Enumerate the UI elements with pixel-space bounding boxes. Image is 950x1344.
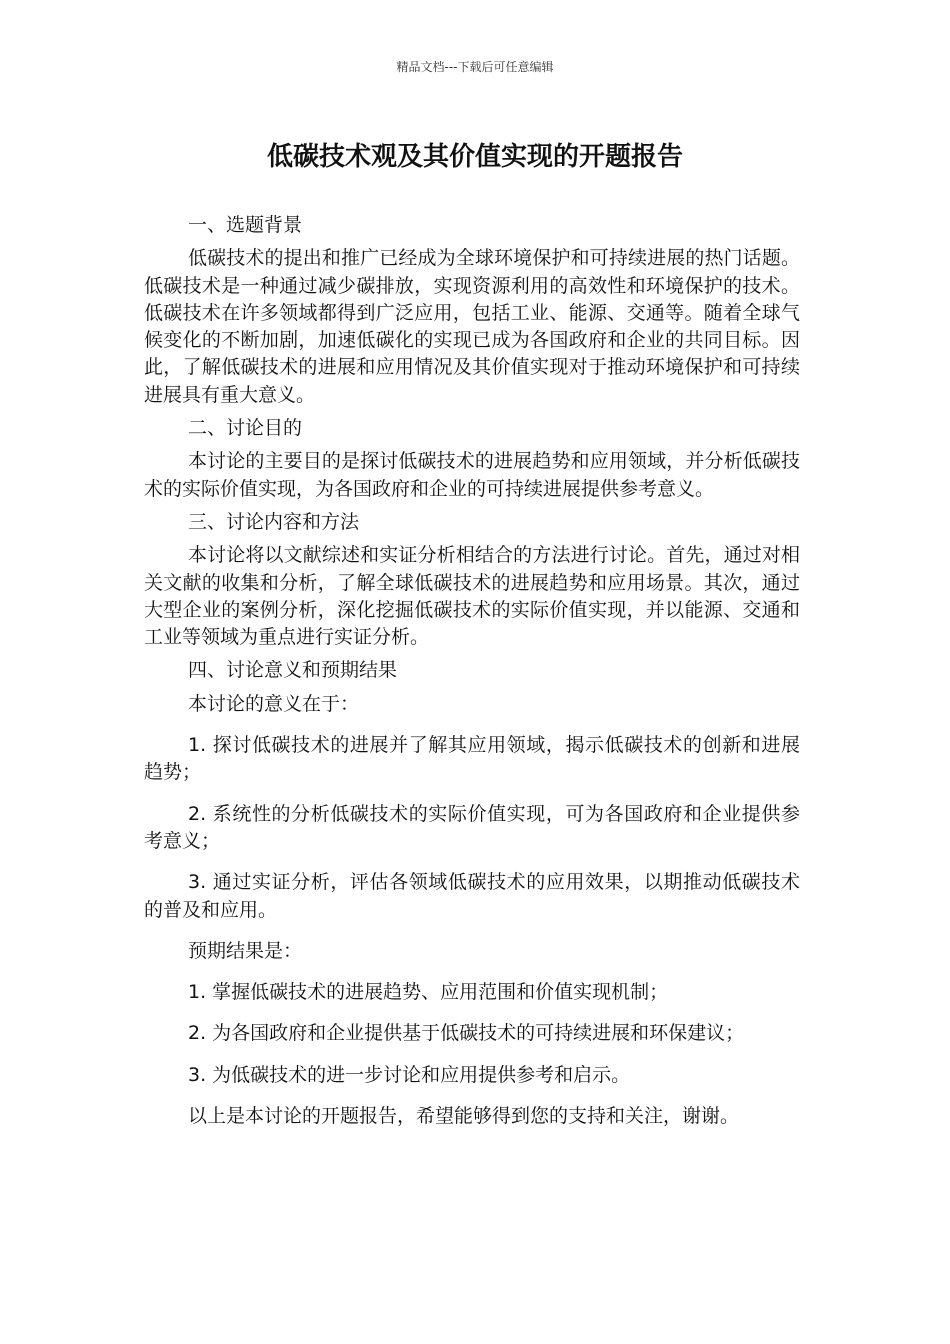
significance-item-3: 3. 通过实证分析，评估各领域低碳技术的应用效果，以期推动低碳技术的普及和应用。: [144, 871, 800, 921]
results-intro: 预期结果是：: [188, 939, 303, 962]
section-heading-purpose: 二、讨论目的: [188, 417, 303, 440]
closing-paragraph: 以上是本讨论的开题报告，希望能够得到您的支持和关注，谢谢。: [188, 1105, 740, 1128]
header-note: 精品文档---下载后可任意编辑: [396, 60, 554, 74]
paragraph-purpose: 本讨论的主要目的是探讨低碳技术的进展趋势和应用领域，并分析低碳技术的实际价值实现，为各国政府和企业的可持续进展提供参考意义。: [144, 450, 800, 500]
significance-item-1: 1. 探讨低碳技术的进展并了解其应用领域，揭示低碳技术的创新和进展趋势；: [144, 734, 800, 784]
section-heading-significance: 四、讨论意义和预期结果: [188, 659, 398, 682]
document-body: [144, 212, 800, 1136]
result-item-3: 3. 为低碳技术的进一步讨论和应用提供参考和启示。: [188, 1063, 631, 1086]
document-title: 低碳技术观及其价值实现的开题报告: [266, 142, 683, 172]
result-item-1: 1. 掌握低碳技术的进展趋势、应用范围和价值实现机制；: [188, 981, 669, 1004]
paragraph-content-method: 本讨论将以文献综述和实证分析相结合的方法进行讨论。首先，通过对相关文献的收集和分析，了解全球低碳技术的进展趋势和应用场景。其次，通过大型企业的案例分析，深化挖掘低碳技术的实际价值实现，并以能源、交通和工业等领域为重点进行实证分析。: [144, 544, 800, 649]
significance-intro: 本讨论的意义在于：: [188, 692, 360, 715]
section-heading-background: 一、选题背景: [188, 214, 303, 236]
significance-item-2: 2. 系统性的分析低碳技术的实际价值实现，可为各国政府和企业提供参考意义；: [144, 802, 800, 852]
result-item-2: 2. 为各国政府和企业提供基于低碳技术的可持续进展和环保建议；: [188, 1022, 745, 1045]
section-heading-content-method: 三、讨论内容和方法: [188, 510, 360, 533]
paragraph-background: 低碳技术的提出和推广已经成为全球环境保护和可持续进展的热门话题。低碳技术是一种通过减少碳排放，实现资源利用的高效性和环境保护的技术。低碳技术在许多领域都得到广泛应用，包括工业、能源、交通等。随着全球气候变化的不断加剧，加速低碳化的实现已成为各国政府和企业的共同目标。因此，了解低碳技术的进展和应用情况及其价值实现对于推动环境保护和可持续进展具有重大意义。: [144, 247, 800, 406]
